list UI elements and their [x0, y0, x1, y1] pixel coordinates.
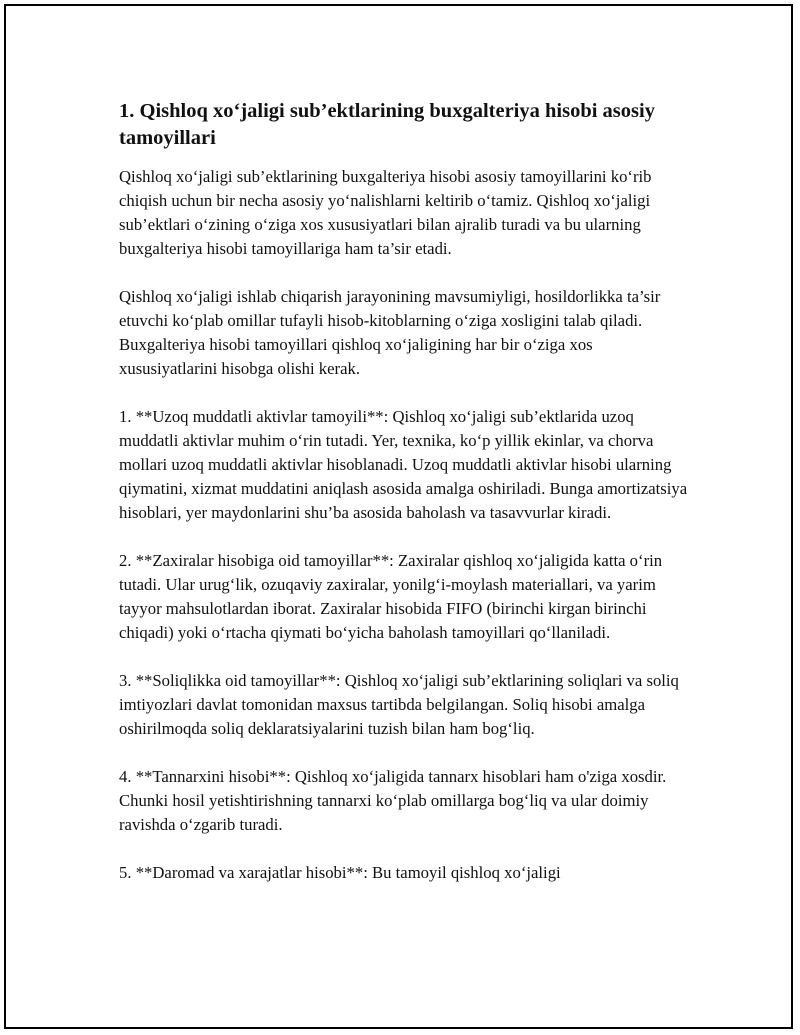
- paragraph-inventory: 2. **Zaxiralar hisobiga oid tamoyillar**: Zaxiralar qishloq xo‘jaligida katta o‘rin tutadi. Ular urug‘lik, ozuqaviy zaxiralar, yonilg‘i-moylash materiallari, va yarim tayyor mahsulotlardan iborat. Zaxiralar hisobida FIFO (birinchi kirgan birinchi chiqadi) yoki o‘rtacha qiymati bo‘yicha baholash tamoyillari qo‘llaniladi.: [119, 551, 663, 642]
- paragraph-cost-accounting: 4. **Tannarxini hisobi**: Qishloq xo‘jaligida tannarx hisoblari ham o'ziga xosdir. Chunki hosil yetishtirishning tannarxi ko‘plab omillarga bog‘liq va ular doimiy ravishda o‘zgarib turadi.: [119, 767, 667, 834]
- document-content: [119, 98, 695, 909]
- paragraph-intro: Qishloq xo‘jaligi sub’ektlarining buxgalteriya hisobi asosiy tamoyillarini ko‘rib chiqish uchun bir necha asosiy yo‘nalishlarni keltirib o‘tamiz. Qishloq xo‘jaligi sub’ektlari o‘zining o‘ziga xos xususiyatlari bilan ajralib turadi va bu ularning buxgalteriya hisobi tamoyillariga ham ta’sir etadi.: [119, 167, 652, 258]
- document-title: 1. Qishloq xo‘jaligi sub’ektlarining buxgalteriya hisobi asosiy tamoyillari: [119, 100, 655, 149]
- paragraph-income-expenses: 5. **Daromad va xarajatlar hisobi**: Bu tamoyil qishloq xo‘jaligi: [119, 863, 561, 882]
- paragraph-seasonality: Qishloq xo‘jaligi ishlab chiqarish jarayonining mavsumiyligi, hosildorlikka ta’sir etuvchi ko‘plab omillar tufayli hisob-kitoblarning o‘ziga xosligini talab qiladi. Buxgalteriya hisobi tamoyillari qishloq xo‘jaligining har bir o‘ziga xos xususiyatlarini hisobga olishi kerak.: [119, 287, 661, 378]
- paragraph-taxation: 3. **Soliqlikka oid tamoyillar**: Qishloq xo‘jaligi sub’ektlarining soliqlari va soliq imtiyozlari davlat tomonidan maxsus tartibda belgilangan. Soliq hisobi amalga oshirilmoqda soliq deklaratsiyalarini tuzish bilan ham bog‘liq.: [119, 671, 679, 738]
- paragraph-long-term-assets: 1. **Uzoq muddatli aktivlar tamoyili**: Qishloq xo‘jaligi sub’ektlarida uzoq muddatli aktivlar muhim o‘rin tutadi. Yer, texnika, ko‘p yillik ekinlar, va chorva mollari uzoq muddatli aktivlar hisoblanadi. Uzoq muddatli aktivlar hisobi ularning qiymatini, xizmat muddatini aniqlash asosida amalga oshiriladi. Bunga amortizatsiya hisoblari, yer maydonlarini shu’ba asosida baholash va tasavvurlar kiradi.: [119, 407, 688, 522]
- page-frame: [4, 4, 793, 1029]
